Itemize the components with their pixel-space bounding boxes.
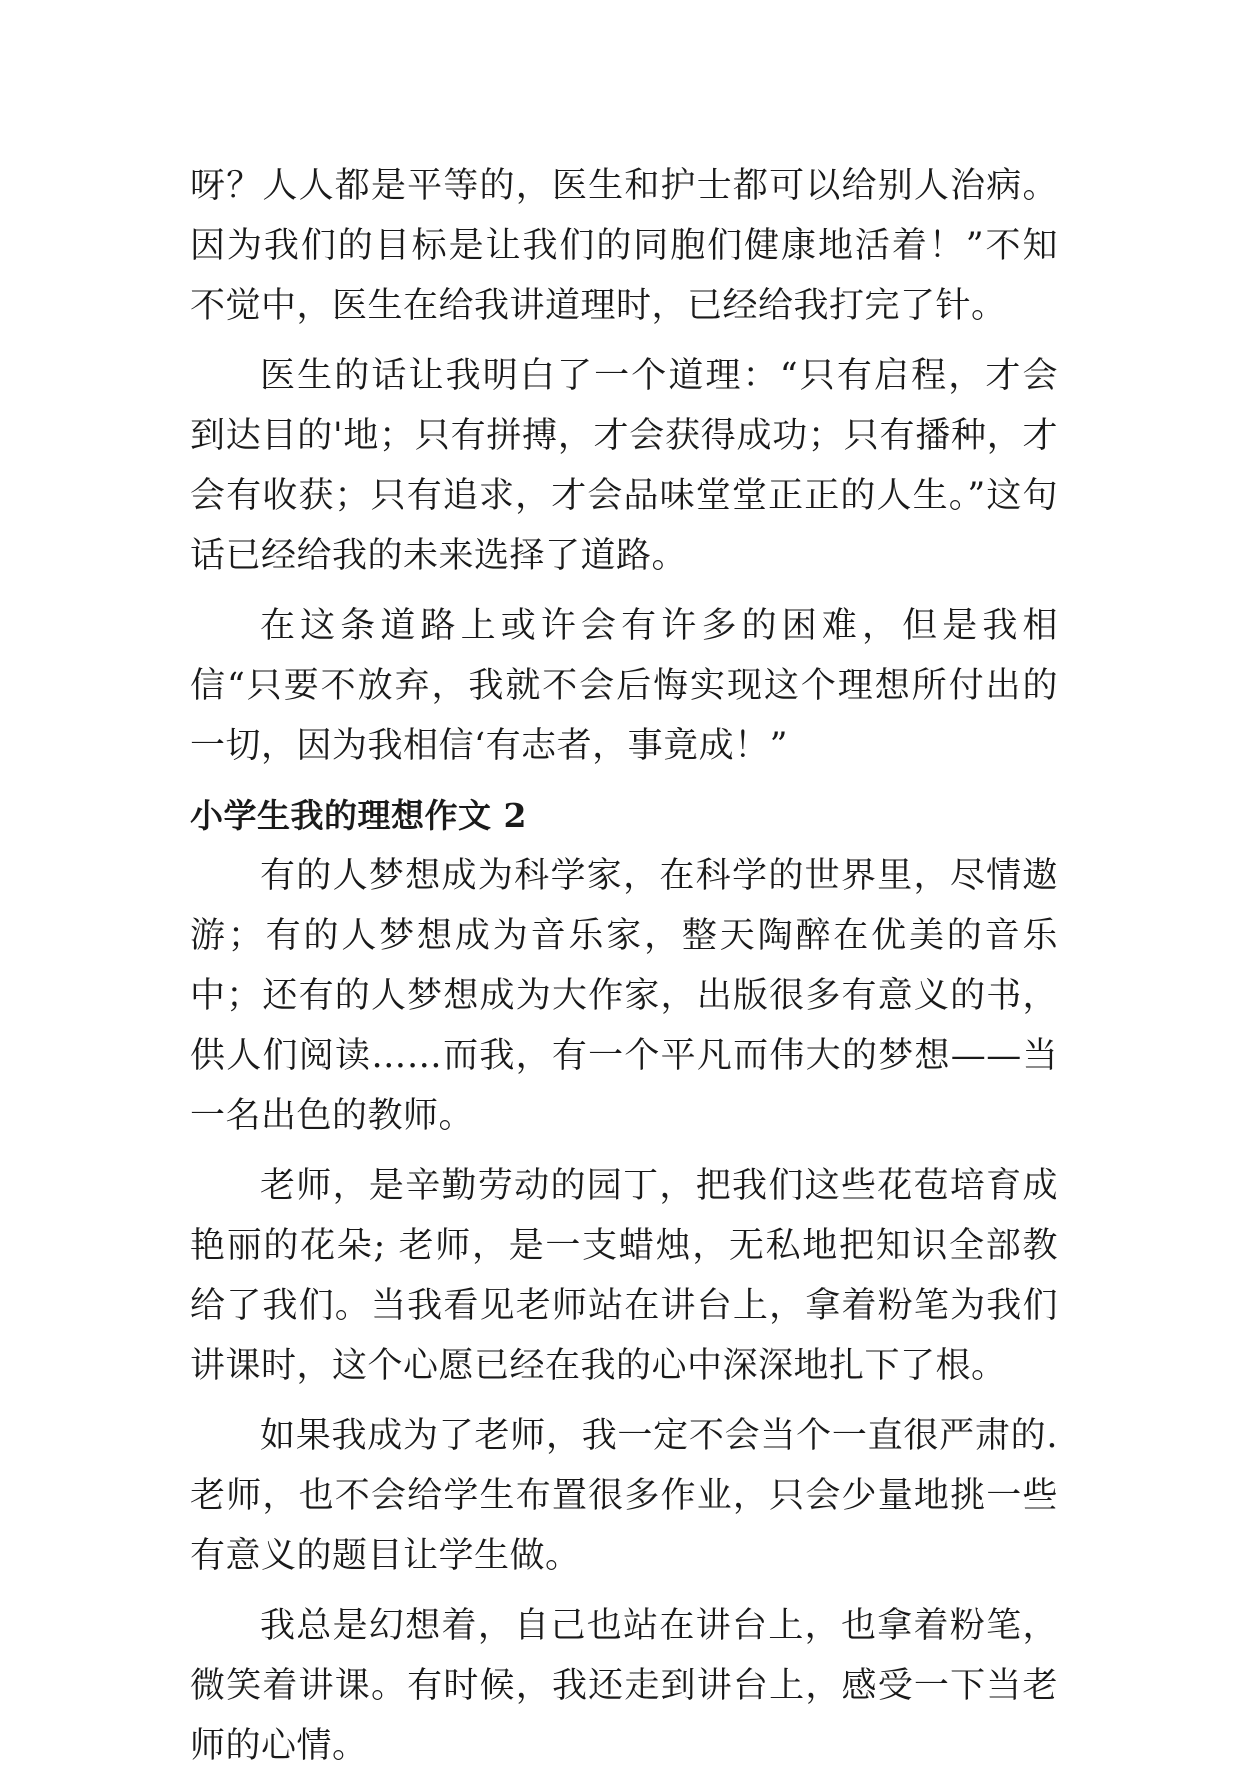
paragraph-3: 在这条道路上或许会有许多的困难，但是我相信“只要不放弃，我就不会后悔实现这个理想所付出的一切，因为我相信‘有志者，事竟成！”	[190, 606, 1058, 766]
section-title: 小学生我的理想作文 2	[190, 796, 527, 835]
paragraph-5: 老师，是辛勤劳动的园丁，把我们这些花苞培育成艳丽的花朵; 老师，是一支蜡烛，无私地把知识全部教给了我们。当我看见老师站在讲台上，拿着粉笔为我们讲课时，这个心愿已经在我的心中深深地扎下了根。	[190, 1166, 1058, 1386]
paragraph-6: 如果我成为了老师，我一定不会当个一直很严肃的.老师，也不会给学生布置很多作业，只会少量地挑一些有意义的题目让学生做。	[190, 1416, 1058, 1576]
document-body	[190, 156, 1058, 1786]
paragraph-1: 呀？人人都是平等的，医生和护士都可以给别人治病。因为我们的目标是让我们的同胞们健康地活着！”不知不觉中，医生在给我讲道理时，已经给我打完了针。	[190, 166, 1058, 326]
paragraph-7: 我总是幻想着，自己也站在讲台上，也拿着粉笔，微笑着讲课。有时候，我还走到讲台上，感受一下当老师的心情。	[190, 1606, 1058, 1766]
paragraph-4: 有的人梦想成为科学家，在科学的世界里，尽情遨游；有的人梦想成为音乐家，整天陶醉在优美的音乐中；还有的人梦想成为大作家，出版很多有意义的书，供人们阅读……而我，有一个平凡而伟大的梦想——当一名出色的教师。	[190, 856, 1058, 1136]
paragraph-2: 医生的话让我明白了一个道理：“只有启程，才会到达目的'地；只有拼搏，才会获得成功；只有播种，才会有收获；只有追求，才会品味堂堂正正的人生。”这句话已经给我的未来选择了道路。	[190, 356, 1058, 576]
